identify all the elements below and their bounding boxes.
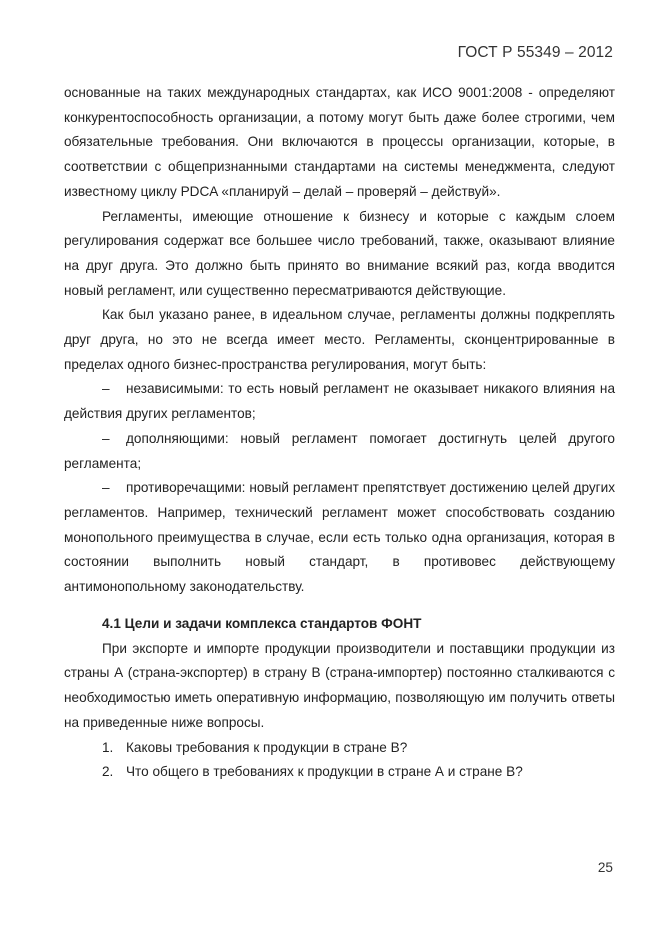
page-number: 25 [597,860,613,875]
section-heading: 4.1 Цели и задачи комплекса стандартов ФОНТ [102,615,422,631]
list-item [64,377,615,426]
dash-marker: – [102,430,110,446]
paragraph: При экспорте и импорте продукции производители и поставщики продукции из страны А (страна-экспортер) в страну В (страна-импортер) постоянно сталкиваются с необходимостью иметь оперативную информацию, позволяющую им получить ответы на приведенные ниже вопросы. [64,640,615,730]
paragraph: Как был указано ранее, в идеальном случае, регламенты должны подкреплять друг друга, но это не всегда имеет место. Регламенты, сконцентрированные в пределах одного бизнес-пространства регулирования, могут быть: [64,307,615,372]
list-item-text: противоречащими: новый регламент препятствует достижению целей других регламентов. Например, технический регламент может способствовать созданию монопольного преимущества в случае, если есть только одна организация, которая в состоянии выполнить новый стандарт, в противовес действующему антимонопольному законодательству. [64,480,615,595]
list-number: 1. [102,739,114,755]
list-item [64,427,615,476]
list-item [64,736,615,761]
dash-marker: – [102,480,110,496]
paragraph: основанные на таких международных стандартах, как ИСО 9001:2008 - определяют конкурентоспособность организации, а потому могут быть даже более строгими, чем обязательные требования. Они включаются в процессы организации, которые, в соответствии с общепризнанными стандартами на системы менеджмента, следуют известному циклу PDCA «планируй – делай – проверяй – действуй». [64,85,615,199]
list-item [64,760,615,785]
paragraph: Регламенты, имеющие отношение к бизнесу и которые с каждым слоем регулирования содержат все большее число требований, также, оказывают влияние на друг друга. Это должно быть принято во внимание всякий раз, когда вводится новый регламент, или существенно пересматриваются действующие. [64,208,615,298]
list-item-text: независимыми: то есть новый регламент не оказывает никакого влияния на действия других регламентов; [64,381,615,422]
page-body [64,81,615,785]
dash-marker: – [102,381,110,397]
list-item [64,476,615,600]
document-header: ГОСТ Р 55349 – 2012 [457,44,613,61]
list-item-text: Что общего в требованиях к продукции в стране А и стране В? [126,764,523,780]
list-number: 2. [102,764,114,780]
list-item-text: дополняющими: новый регламент помогает достигнуть целей другого регламента; [64,430,615,471]
list-item-text: Каковы требования к продукции в стране В? [126,739,408,755]
